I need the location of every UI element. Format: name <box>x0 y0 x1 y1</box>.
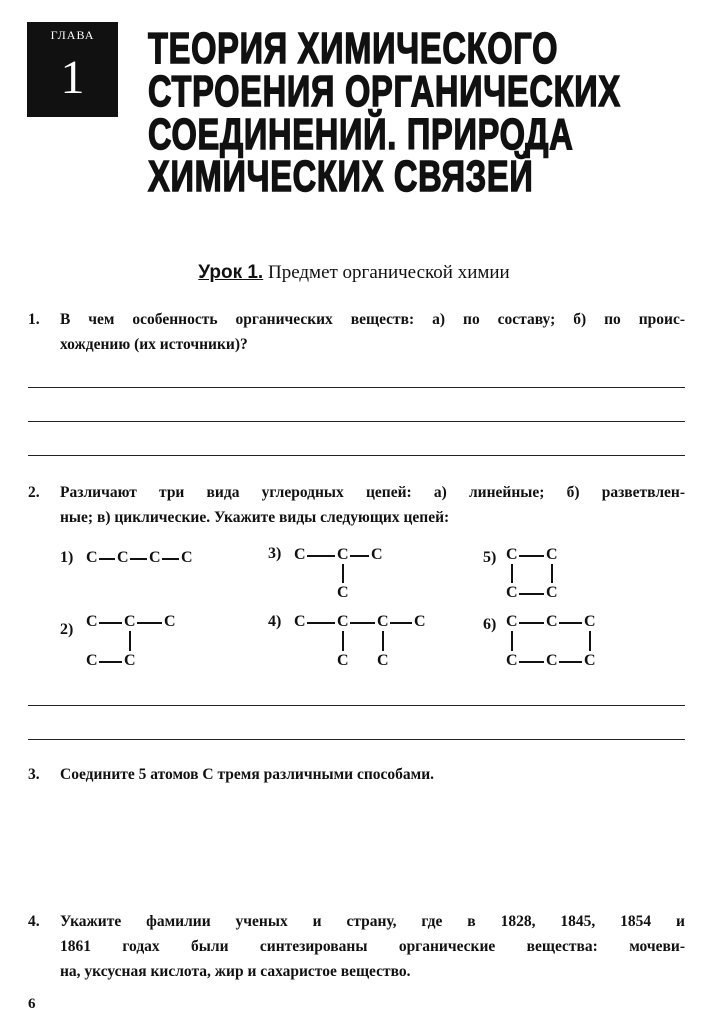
question-number: 2. <box>28 484 40 501</box>
bond-line <box>519 555 544 557</box>
carbon-atom: C <box>506 613 518 630</box>
carbon-atom: C <box>337 546 349 563</box>
carbon-atom: C <box>337 652 349 669</box>
bond-line <box>519 622 544 624</box>
chapter-number: 1 <box>60 51 85 104</box>
bond-line <box>307 622 335 624</box>
chapter-title-line: СОЕДИНЕНИЙ. ПРИРОДА <box>148 110 574 159</box>
bond-line <box>129 631 131 651</box>
question-text: 1861 годах были синтезированы органические вещества: мочеви- <box>60 938 685 955</box>
carbon-atom: C <box>181 549 193 566</box>
answer-line[interactable] <box>28 739 685 740</box>
answer-line[interactable] <box>28 421 685 422</box>
carbon-atom: C <box>377 613 389 630</box>
lesson-number: Урок 1. <box>198 262 264 283</box>
question-text: хождению (их источники)? <box>60 336 248 353</box>
bond-line <box>390 622 412 624</box>
carbon-atom: C <box>86 652 98 669</box>
bond-line <box>99 558 115 560</box>
structure-label: 1) <box>60 549 74 566</box>
question-number: 4. <box>28 913 40 930</box>
bond-line <box>130 558 147 560</box>
carbon-atom: C <box>584 613 596 630</box>
chapter-title-line: СТРОЕНИЯ ОРГАНИЧЕСКИХ <box>148 67 621 116</box>
question-text: Соедините 5 атомов С тремя различными способами. <box>60 766 435 783</box>
bond-line <box>511 564 513 583</box>
structure-label: 5) <box>483 549 497 566</box>
carbon-atom: C <box>124 652 136 669</box>
carbon-atom: C <box>546 546 558 563</box>
question-text: ные; в) циклические. Укажите виды следующих цепей: <box>60 509 450 526</box>
question-number: 1. <box>28 311 40 328</box>
chapter-badge <box>27 22 118 117</box>
carbon-atom: C <box>377 652 389 669</box>
carbon-atom: C <box>164 613 176 630</box>
carbon-atom: C <box>86 613 98 630</box>
answer-line[interactable] <box>28 455 685 456</box>
bond-line <box>551 564 553 583</box>
carbon-atom: C <box>294 613 306 630</box>
carbon-atom: C <box>584 652 596 669</box>
bond-line <box>350 555 369 557</box>
bond-line <box>559 661 582 663</box>
lesson-title: Предмет органической химии <box>267 262 510 283</box>
structure-label: 6) <box>483 616 497 633</box>
structure-label: 4) <box>268 613 282 630</box>
carbon-atom: C <box>506 652 518 669</box>
bond-line <box>99 622 122 624</box>
bond-line <box>559 622 582 624</box>
bond-line <box>589 631 591 651</box>
bond-line <box>519 661 544 663</box>
structure-label: 2) <box>60 621 74 638</box>
bond-line <box>382 631 384 651</box>
chapter-label: ГЛАВА <box>50 28 95 42</box>
question-text: В чем особенность органических веществ: а) по составу; б) по проис- <box>60 311 685 328</box>
carbon-atom: C <box>506 546 518 563</box>
question-text: Различают три вида углеродных цепей: а) линейные; б) разветвлен- <box>60 484 685 501</box>
answer-line[interactable] <box>28 705 685 706</box>
carbon-atom: C <box>86 549 98 566</box>
carbon-atom: C <box>371 546 383 563</box>
carbon-atom: C <box>117 549 129 566</box>
carbon-atom: C <box>337 613 349 630</box>
bond-line <box>162 558 179 560</box>
bond-line <box>307 555 335 557</box>
bond-line <box>519 593 544 595</box>
chapter-title-line: ТЕОРИЯ ХИМИЧЕСКОГО <box>148 24 559 73</box>
carbon-atom: C <box>124 613 136 630</box>
carbon-atom: C <box>546 652 558 669</box>
bond-line <box>350 622 375 624</box>
chapter-title-line: ХИМИЧЕСКИХ СВЯЗЕЙ <box>148 152 534 201</box>
answer-line[interactable] <box>28 387 685 388</box>
bond-line <box>342 564 344 583</box>
carbon-atom: C <box>506 584 518 601</box>
question-text: на, уксусная кислота, жир и сахаристое вещество. <box>60 963 411 980</box>
structure-label: 3) <box>268 545 282 562</box>
question-text: Укажите фамилии ученых и страну, где в 1828, 1845, 1854 и <box>60 913 685 930</box>
carbon-atom: C <box>414 613 426 630</box>
bond-line <box>99 661 122 663</box>
page-number: 6 <box>28 996 36 1012</box>
carbon-atom: C <box>337 584 349 601</box>
lesson-heading <box>0 262 708 284</box>
question-number: 3. <box>28 766 40 783</box>
bond-line <box>137 622 162 624</box>
carbon-atom: C <box>149 549 161 566</box>
carbon-atom: C <box>546 613 558 630</box>
bond-line <box>342 631 344 651</box>
bond-line <box>511 631 513 651</box>
carbon-atom: C <box>546 584 558 601</box>
carbon-atom: C <box>294 546 306 563</box>
